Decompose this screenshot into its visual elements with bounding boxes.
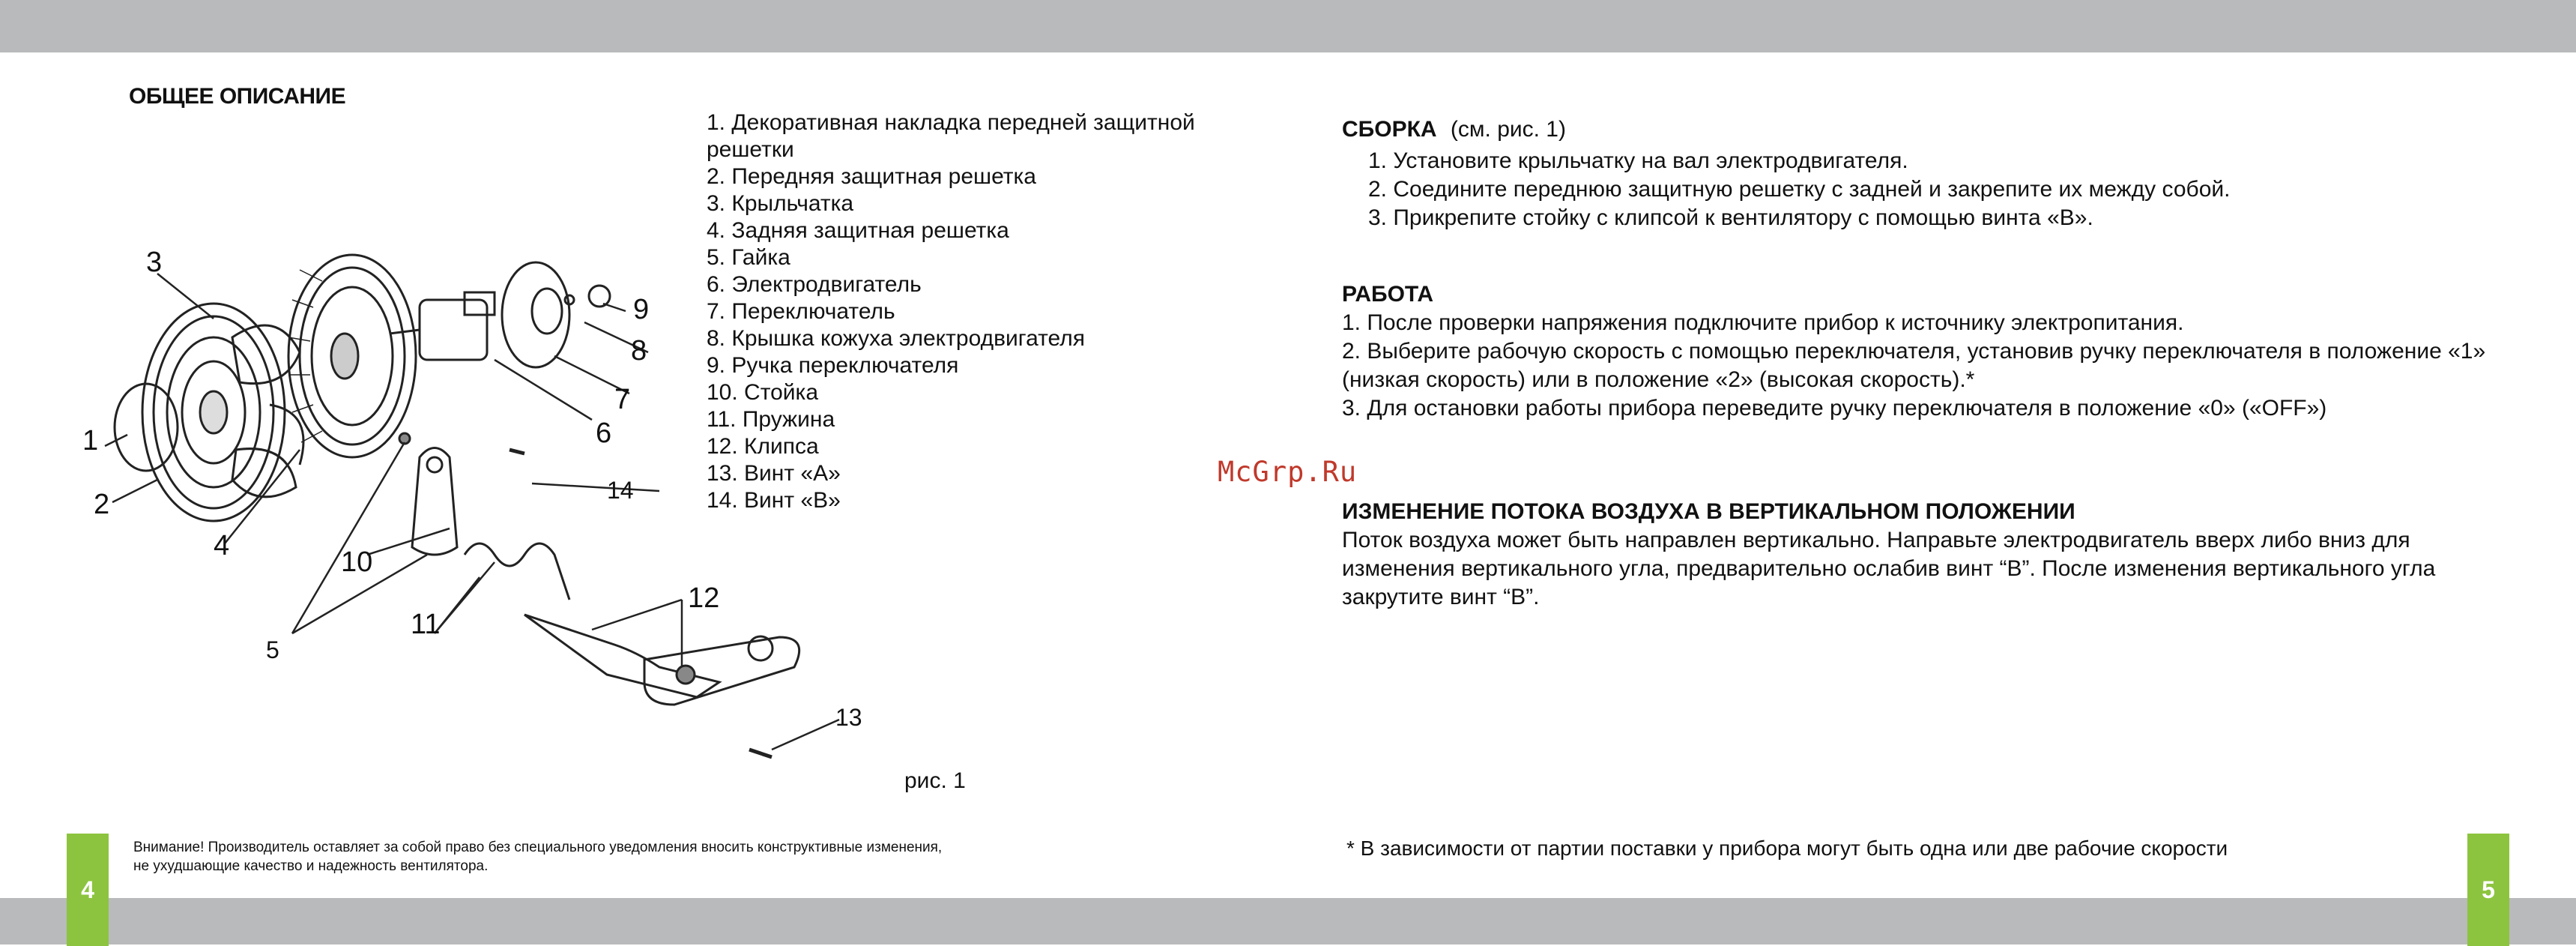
parts-list-item: 14. Винт «В»	[707, 488, 841, 513]
operation-step: 3. Для остановки работы прибора переведите ручку переключателя в положение «0» («OFF»)	[1342, 396, 2327, 421]
figure-caption: рис. 1	[904, 768, 966, 793]
assembly-heading	[1342, 115, 2511, 144]
operation-step: 1. После проверки напряжения подключите прибор к источнику электропитания.	[1342, 310, 2184, 335]
assembly-subtitle: (см. рис. 1)	[1450, 117, 1566, 142]
nut	[399, 433, 410, 444]
label-5: 5	[266, 636, 279, 663]
clip	[524, 615, 719, 697]
switch-knob	[589, 286, 610, 307]
warning-line: не ухудшающие качество и надежность вентилятора.	[133, 858, 489, 874]
label-11: 11	[411, 609, 441, 640]
parts-list-item: 4. Задняя защитная решетка	[707, 218, 1009, 243]
assembly-title: СБОРКА	[1342, 117, 1437, 142]
manufacturer-warning	[133, 838, 1092, 876]
parts-list-item: 11. Пружина	[707, 407, 835, 432]
label-7: 7	[614, 384, 631, 415]
label-13: 13	[835, 704, 862, 731]
label-14: 14	[607, 477, 634, 504]
operation-title: РАБОТА	[1342, 282, 1434, 307]
watermark: McGrp.Ru	[1218, 456, 1358, 488]
parts-list-item: 3. Крыльчатка	[707, 191, 854, 216]
parts-list-item: 5. Гайка	[707, 245, 790, 270]
warning-line: Внимание! Производитель оставляет за собой право без специального уведомления вносить конструктивные изменения,	[133, 840, 943, 855]
assembly-section	[1342, 115, 2511, 232]
operation-section	[1342, 280, 2511, 423]
parts-list-item: 8. Крышка кожуха электродвигателя	[707, 326, 1085, 351]
speed-footnote: * В зависимости от партии поставки у прибора могут быть одна или две рабочие скорости	[1346, 837, 2228, 860]
parts-list-item: 6. Электродвигатель	[707, 272, 922, 297]
motor-cover	[502, 262, 569, 367]
page-number-right: 5	[2467, 834, 2509, 946]
label-9: 9	[633, 294, 650, 325]
parts-list-item: 13. Винт «А»	[707, 461, 841, 486]
label-4: 4	[214, 530, 230, 561]
screw-b	[510, 450, 524, 454]
label-10: 10	[341, 546, 373, 578]
operation-step: 2. Выберите рабочую скорость с помощью переключателя, установив ручку переключателя в положение «1» (низкая скорость) или в положение «2» (высокая скорость).*	[1342, 339, 2486, 392]
parts-list-item: 1. Декоративная накладка передней защитной решетки	[707, 110, 1195, 162]
spring	[465, 543, 569, 600]
label-1: 1	[82, 425, 99, 457]
label-6: 6	[596, 418, 612, 449]
screw-a	[749, 750, 772, 757]
airflow-section	[1342, 498, 2511, 612]
parts-list-item: 10. Стойка	[707, 380, 819, 405]
bottom-band	[0, 898, 2576, 945]
top-band	[0, 0, 2576, 52]
parts-list-item: 7. Переключатель	[707, 299, 895, 324]
general-description-title: ОБЩЕЕ ОПИСАНИЕ	[129, 84, 346, 109]
page-number-left: 4	[67, 834, 109, 946]
parts-list-item: 2. Передняя защитная решетка	[707, 164, 1036, 189]
label-3: 3	[146, 247, 163, 278]
fan-exploded-diagram	[75, 225, 899, 780]
parts-list-item: 9. Ручка переключателя	[707, 353, 959, 378]
label-2: 2	[94, 489, 110, 520]
label-8: 8	[631, 335, 647, 367]
assembly-step: 2. Соедините переднюю защитную решетку с задней и закрепите их между собой.	[1368, 177, 2231, 202]
airflow-text: Поток воздуха может быть направлен вертикально. Направьте электродвигатель вверх либо вниз для изменения вертикального угла, предварительно ослабив винт “В”. После изменения вертикального угла закрутите винт “В”.	[1342, 528, 2436, 609]
parts-list-item: 12. Клипса	[707, 434, 819, 459]
motor	[420, 300, 487, 360]
label-12: 12	[688, 582, 720, 614]
assembly-step: 1. Установите крыльчатку на вал электродвигателя.	[1368, 148, 1908, 173]
airflow-title: ИЗМЕНЕНИЕ ПОТОКА ВОЗДУХА В ВЕРТИКАЛЬНОМ ПОЛОЖЕНИИ	[1342, 499, 2075, 524]
assembly-step: 3. Прикрепите стойку с клипсой к вентилятору с помощью винта «В».	[1368, 205, 2093, 230]
